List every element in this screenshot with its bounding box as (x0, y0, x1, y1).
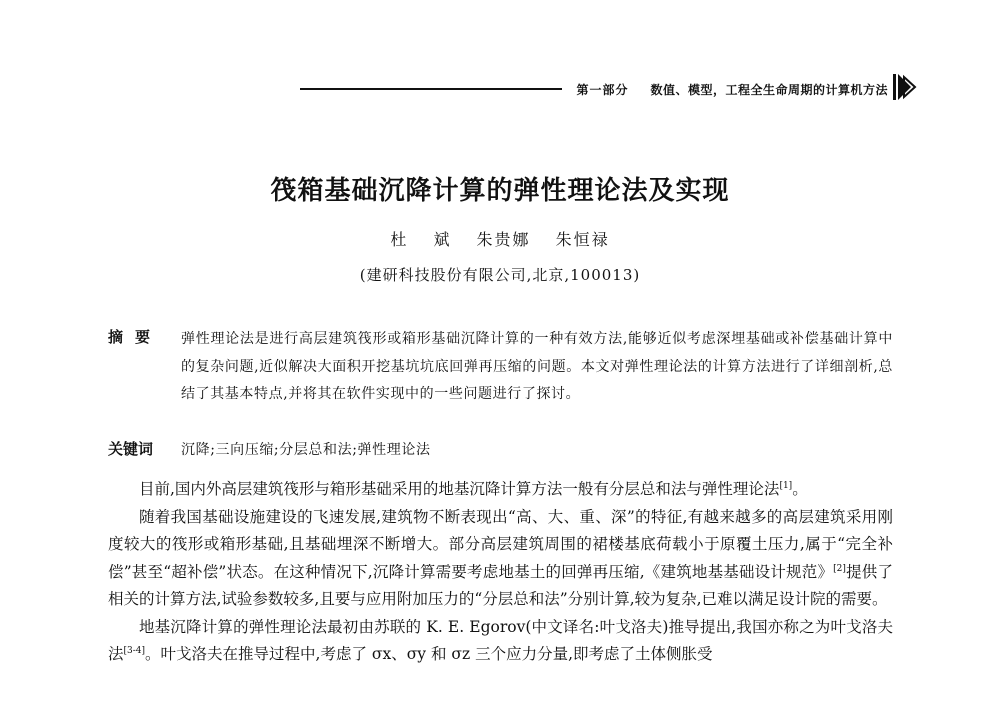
body-paragraph-3 (108, 614, 893, 669)
keywords-block (108, 438, 893, 459)
keywords-label: 关键词 (108, 440, 154, 458)
body-paragraph-3-text-a: 地基沉降计算的弹性理论法最初由苏联的 K. E. Egorov(中文译名:叶戈洛夫)推导提出,我国亦称之为叶戈洛夫法 (108, 617, 893, 663)
header-section: 第一部分 (576, 82, 629, 97)
paper-authors: 杜 斌 朱贵娜 朱恒禄 (390, 230, 610, 249)
running-header (300, 74, 888, 104)
header-topic: 数值、模型，工程全生命周期的计算机方法 (650, 82, 888, 97)
header-rule (300, 88, 562, 90)
abstract-block (108, 326, 893, 409)
abstract-text: 弹性理论法是进行高层建筑筏形或箱形基础沉降计算的一种有效方法,能够近似考虑深埋基础或补偿基础计算中的复杂问题,近似解决大面积开挖基坑坑底回弹再压缩的问题。本文对弹性理论法的计算方法进行了详细剖析,总结了其基本特点,并将其在软件实现中的一些问题进行了探讨。 (181, 331, 893, 402)
body-paragraph-2 (108, 504, 893, 614)
body-paragraph-1-end: 。 (792, 480, 808, 498)
body-paragraph-1 (108, 476, 893, 504)
body-text (108, 476, 893, 669)
body-paragraph-2-text-a: 随着我国基础设施建设的飞速发展,建筑物不断表现出“高、大、重、深”的特征,有越来越多的高层建筑采用刚度较大的筏形或箱形基础,且基础埋深不断增大。部分高层建筑周围的裙楼基底荷载小于原覆土压力,属于“完全补偿”甚至“超补偿”状态。在这种情况下,沉降计算需要考虑地基土的回弹再压缩,《建筑地基基础设计规范》 (108, 507, 893, 581)
paper-affiliation: (建研科技股份有限公司,北京,100013) (359, 266, 641, 284)
citation-ref: [1] (779, 480, 793, 491)
keywords-value: 沉降;三向压缩;分层总和法;弹性理论法 (181, 442, 431, 458)
body-paragraph-3-text-b: 。叶戈洛夫在推导过程中,考虑了 σx、σy 和 σz 三个应力分量,即考虑了土体侧胀受 (145, 645, 713, 663)
header-arrow-icon (893, 72, 917, 102)
citation-ref: [3-4] (123, 645, 146, 656)
body-paragraph-1-text: 目前,国内外高层建筑筏形与箱形基础采用的地基沉降计算方法一般有分层总和法与弹性理论法 (139, 480, 780, 498)
citation-ref: [2] (833, 563, 846, 574)
body-paragraph-2-text-b: 提供了相关的计算方法,试验参数较多,且要与应用附加压力的“分层总和法”分别计算,较为复杂,已难以满足设计院的需要。 (108, 562, 893, 608)
paper-title: 筏箱基础沉降计算的弹性理论法及实现 (270, 176, 730, 206)
abstract-label: 摘要 (108, 328, 163, 346)
